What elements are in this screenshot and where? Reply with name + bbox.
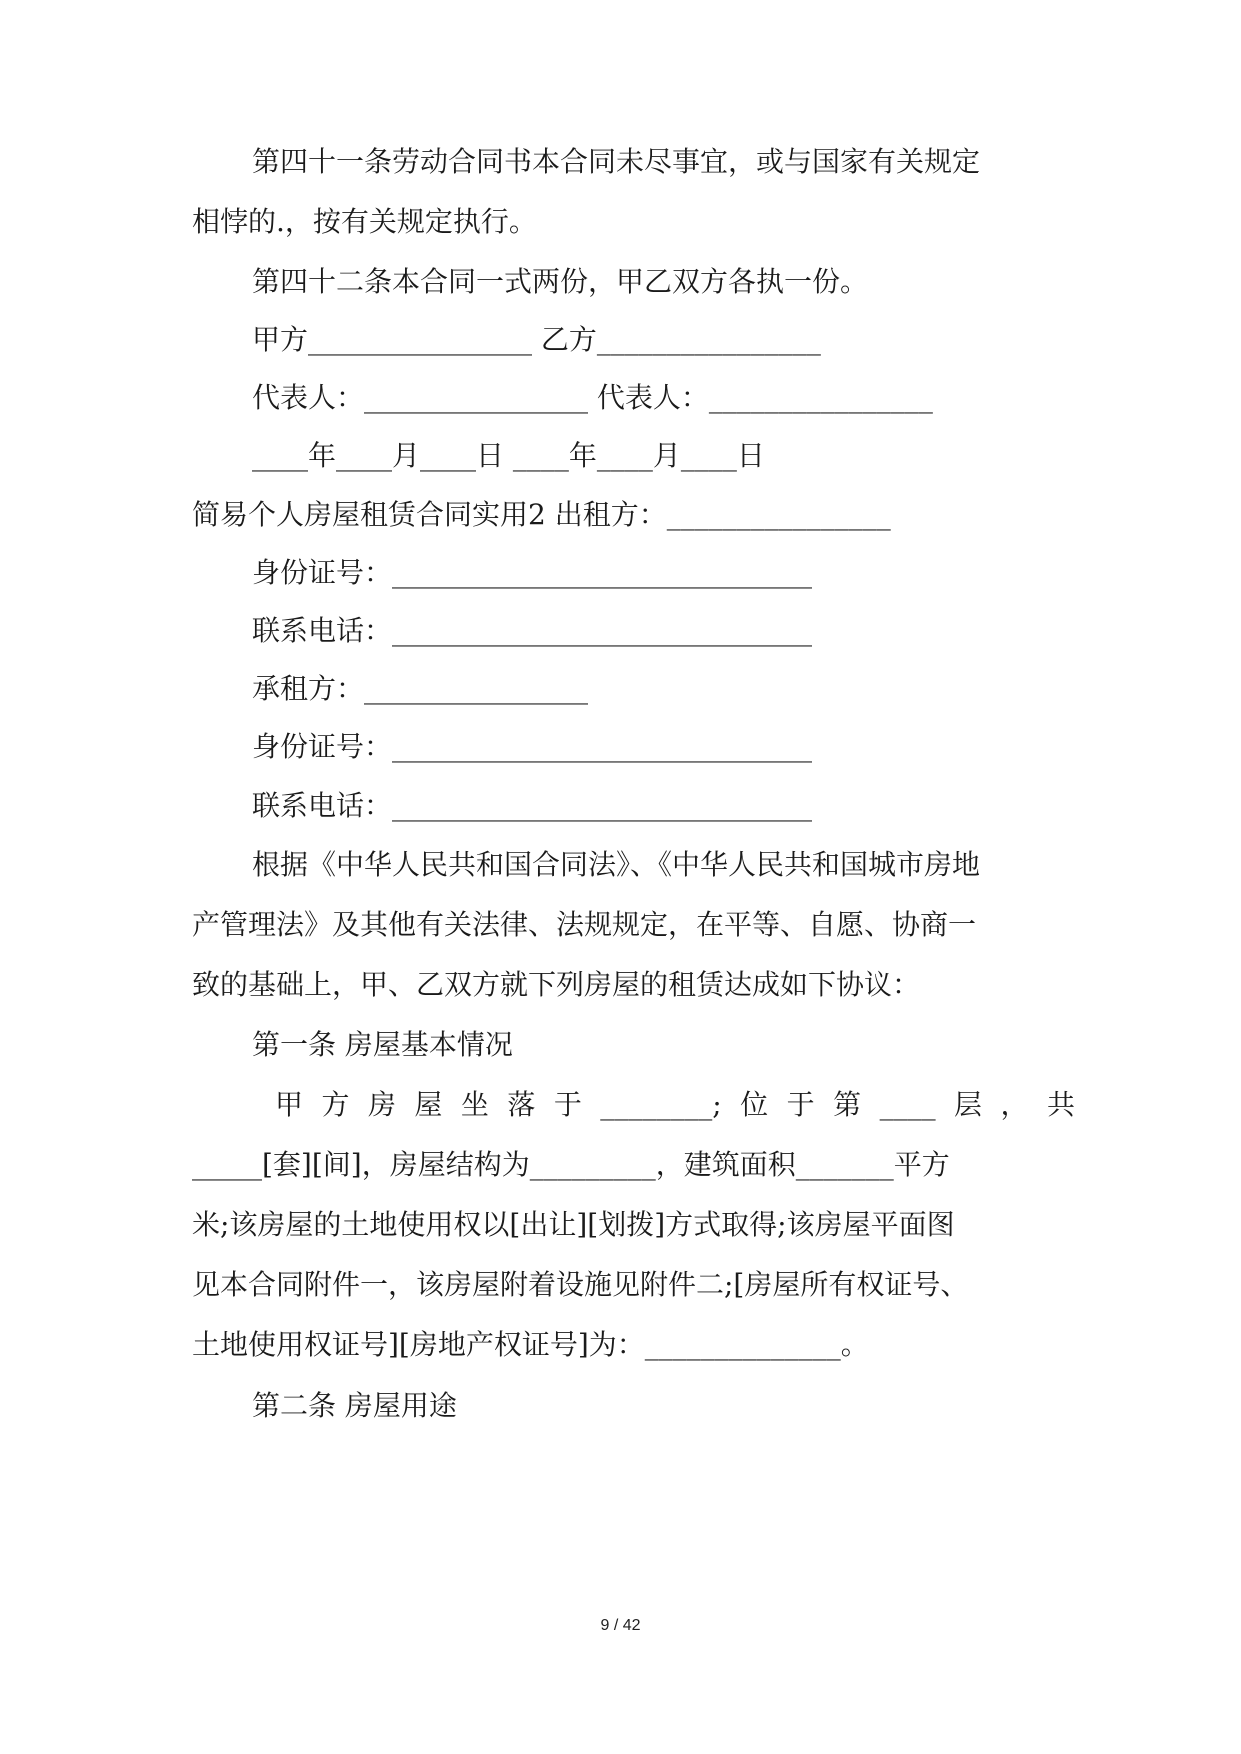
- article-1-land-use-line: 米;该房屋的土地使用权以[出让][划拨]方式取得;该房屋平面图: [192, 1208, 955, 1241]
- contract-title-lessor: 简易个人房屋租赁合同实用2 出租方：________________: [192, 498, 891, 531]
- signature-representative-line: 代表人：________________ 代表人：________________: [252, 381, 933, 414]
- lessee-id-number: 身份证号：______________________________: [252, 730, 813, 763]
- spread-glyph: 落: [507, 1088, 536, 1121]
- spread-blank: ________;: [600, 1088, 722, 1121]
- paragraph-legal-basis: 根据《中华人民共和国合同法》、《中华人民共和国城市房地: [252, 848, 981, 881]
- article-1-heading: 第一条 房屋基本情况: [252, 1028, 513, 1061]
- spread-glyph: 房: [367, 1088, 396, 1121]
- spread-glyph: 第: [833, 1088, 862, 1121]
- lessor-id-number: 身份证号：______________________________: [252, 556, 813, 589]
- article-1-location-line: [275, 1085, 1075, 1125]
- spread-glyph: 位: [740, 1088, 769, 1121]
- article-1-attachment-line: 见本合同附件一，该房屋附着设施见附件二;[房屋所有权证号、: [192, 1268, 969, 1301]
- spread-blank: ____: [879, 1088, 936, 1121]
- paragraph-article-41: 第四十一条劳动合同书本合同未尽事宜，或与国家有关规定: [252, 145, 981, 178]
- signature-party-line: 甲方________________ 乙方________________: [252, 323, 821, 356]
- spread-glyph: 坐: [460, 1088, 489, 1121]
- article-2-heading: 第二条 房屋用途: [252, 1389, 457, 1422]
- paragraph-legal-basis-cont1: 产管理法》及其他有关法律、法规规定，在平等、自愿、协商一: [192, 908, 977, 941]
- spread-glyph: 屋: [414, 1088, 443, 1121]
- lessee-name: 承租方：________________: [252, 672, 589, 705]
- paragraph-article-41-cont: 相悖的.，按有关规定执行。: [192, 205, 537, 238]
- paragraph-legal-basis-cont2: 致的基础上，甲、乙双方就下列房屋的租赁达成如下协议：: [192, 968, 921, 1001]
- page-number: 9 / 42: [600, 1617, 641, 1634]
- article-1-certificate-line: 土地使用权证号][房地产权证号]为：______________。: [192, 1328, 869, 1361]
- lessor-phone: 联系电话：______________________________: [252, 614, 813, 647]
- spread-glyph: 方: [321, 1088, 350, 1121]
- spread-glyph: 共: [1046, 1088, 1075, 1121]
- spread-glyph: ，: [1000, 1088, 1029, 1121]
- spread-glyph: 层: [954, 1088, 983, 1121]
- article-1-structure-line: _____[套][间]，房屋结构为_________，建筑面积_______平方: [192, 1148, 950, 1181]
- spread-glyph: 于: [553, 1088, 582, 1121]
- spread-glyph: 于: [786, 1088, 815, 1121]
- lessee-phone: 联系电话：______________________________: [252, 789, 813, 822]
- paragraph-article-42: 第四十二条本合同一式两份，甲乙双方各执一份。: [252, 265, 869, 298]
- spread-glyph: 甲: [275, 1088, 304, 1121]
- signature-date-line: ____年____月____日 ____年____月____日: [252, 439, 765, 472]
